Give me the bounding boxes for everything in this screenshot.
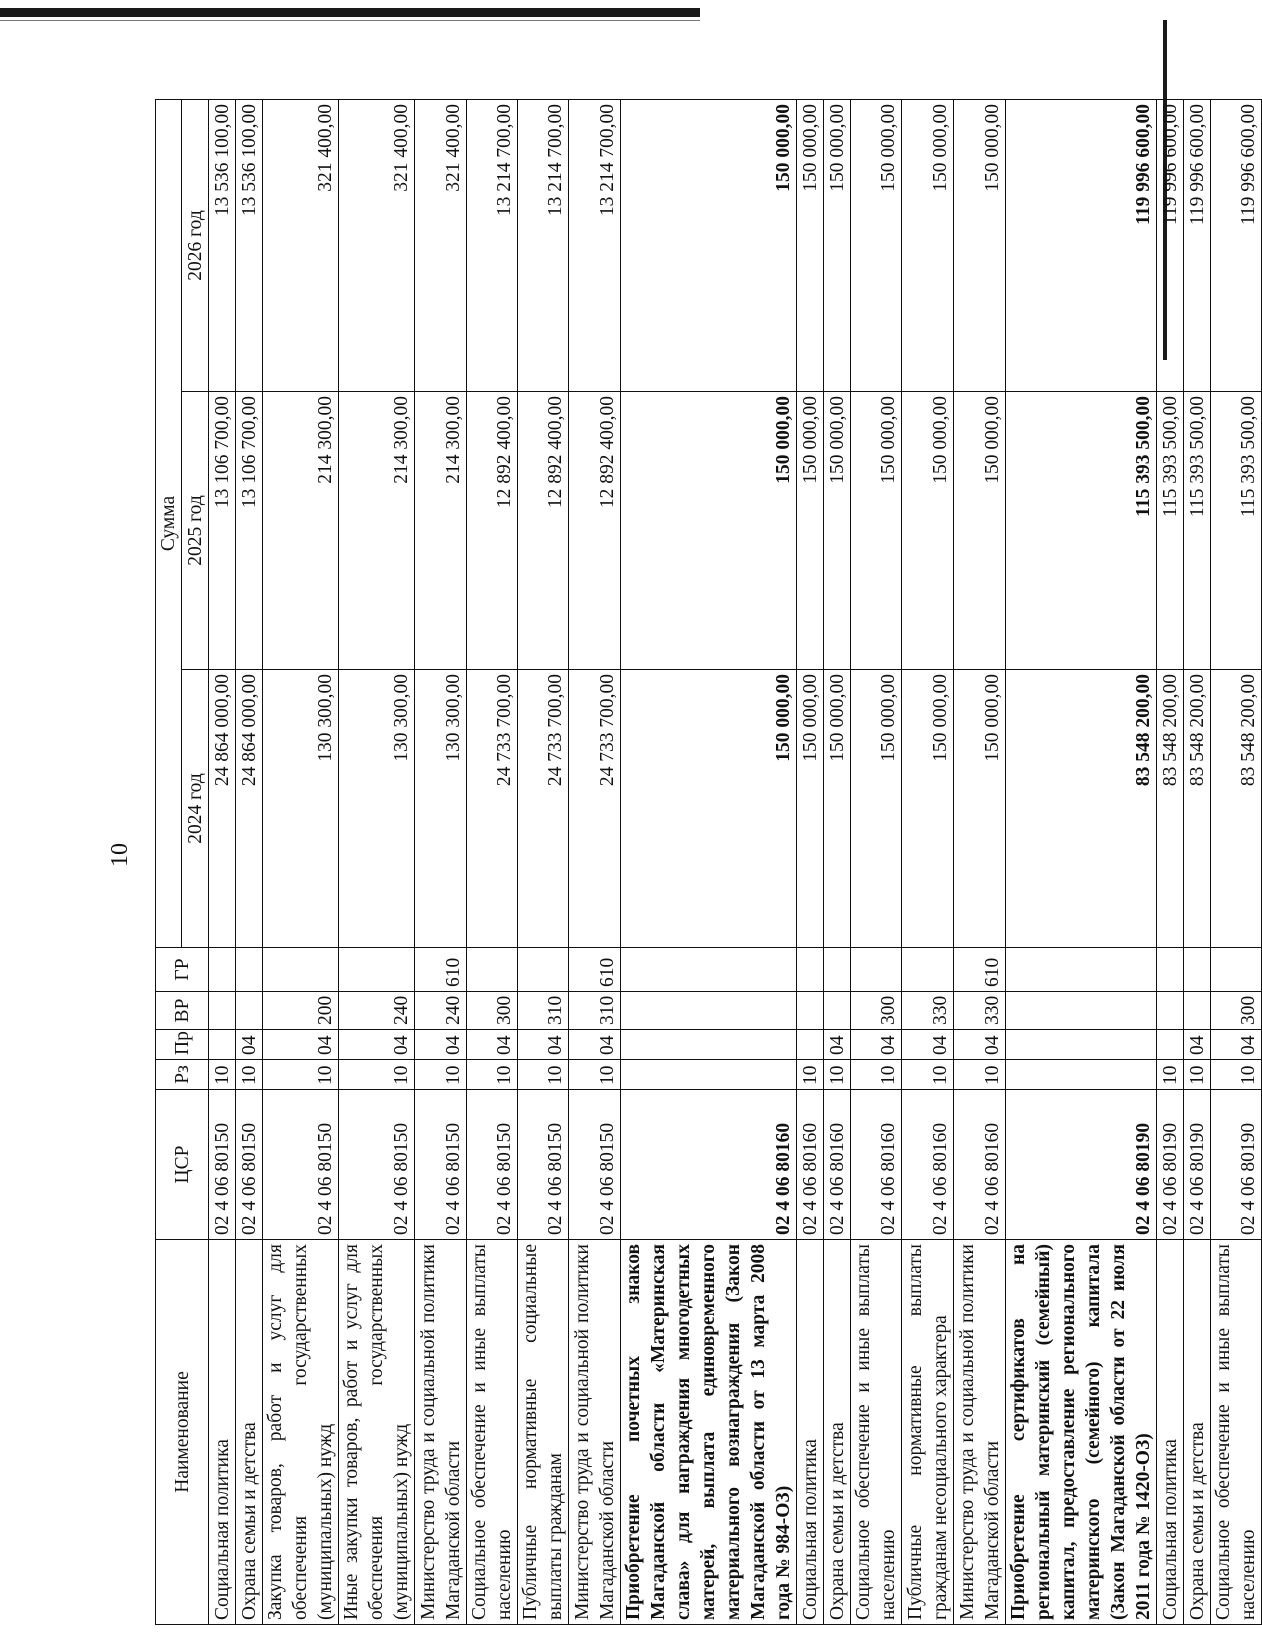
table-cell-2024: 130 300,00 (415, 670, 467, 948)
table-cell-vr: 200 (263, 992, 339, 1030)
table-cell-2026: 150 000,00 (851, 100, 902, 392)
table-row (518, 100, 569, 1625)
table-cell-2025: 150 000,00 (621, 392, 797, 670)
budget-table (155, 99, 1262, 1625)
table-cell-gr (263, 948, 339, 992)
table-cell-name: Приобретение почетных знаков Магаданской области «Материнская слава» для награждения многодетных матерей, выплата единовременного материального вознаграждения (Закон Магаданской области от 13 марта 2008 года № 984-ОЗ) (621, 1240, 797, 1625)
table-cell-2025: 13 106 700,00 (209, 392, 236, 670)
table-cell-2026: 119 996 600,00 (1211, 100, 1262, 392)
table-cell-2025: 12 892 400,00 (467, 392, 518, 670)
table-cell-vr: 330 (902, 992, 954, 1030)
table-cell-csr: 02 4 06 80150 (236, 1090, 263, 1240)
table-cell-2025: 150 000,00 (797, 392, 824, 670)
table-cell-name: Охрана семьи и детства (236, 1240, 263, 1625)
table-cell-vr (1006, 992, 1157, 1030)
table-cell-vr: 310 (518, 992, 569, 1030)
table-row (851, 100, 902, 1625)
table-row (954, 100, 1006, 1625)
table-cell-gr (1006, 948, 1157, 992)
table-cell-pr: 04 (467, 1030, 518, 1060)
table-cell-vr: 300 (1211, 992, 1262, 1030)
table-cell-2024: 24 864 000,00 (236, 670, 263, 948)
table-cell-pr: 04 (415, 1030, 467, 1060)
table-row (1006, 100, 1157, 1625)
table-cell-name: Охрана семьи и детства (1184, 1240, 1211, 1625)
table-cell-rz: 10 (1211, 1060, 1262, 1090)
table-row (263, 100, 339, 1625)
table-cell-name: Публичные нормативные социальные выплаты гражданам (518, 1240, 569, 1625)
col-header-2025: 2025 год (182, 392, 209, 670)
table-cell-csr: 02 4 06 80160 (954, 1090, 1006, 1240)
table-cell-name: Министерство труда и социальной политики Магаданской области (415, 1240, 467, 1625)
table-cell-2024: 83 548 200,00 (1184, 670, 1211, 948)
table-cell-2026: 150 000,00 (824, 100, 851, 392)
table-cell-name: Министерство труда и социальной политики Магаданской области (954, 1240, 1006, 1625)
table-cell-csr: 02 4 06 80150 (518, 1090, 569, 1240)
table-cell-rz (621, 1060, 797, 1090)
table-header-row (156, 100, 182, 1625)
table-cell-name: Социальное обеспечение и иные выплаты населению (851, 1240, 902, 1625)
table-cell-rz: 10 (339, 1060, 415, 1090)
table-cell-2026: 150 000,00 (902, 100, 954, 392)
table-cell-2024: 150 000,00 (824, 670, 851, 948)
table-cell-csr: 02 4 06 80190 (1006, 1090, 1157, 1240)
table-cell-vr: 240 (339, 992, 415, 1030)
table-cell-gr (209, 948, 236, 992)
table-cell-vr: 300 (851, 992, 902, 1030)
table-cell-gr (518, 948, 569, 992)
table-cell-2026: 119 996 600,00 (1006, 100, 1157, 392)
table-cell-csr: 02 4 06 80160 (824, 1090, 851, 1240)
scan-edge-line (0, 20, 700, 21)
table-cell-name: Публичные нормативные выплаты гражданам несоциального характера (902, 1240, 954, 1625)
table-cell-2025: 150 000,00 (902, 392, 954, 670)
table-cell-gr (339, 948, 415, 992)
table-cell-name: Охрана семьи и детства (824, 1240, 851, 1625)
table-cell-rz (1006, 1060, 1157, 1090)
table-cell-2026: 321 400,00 (415, 100, 467, 392)
table-cell-vr: 330 (954, 992, 1006, 1030)
table-cell-2026: 13 214 700,00 (569, 100, 621, 392)
table-row (209, 100, 236, 1625)
table-cell-pr: 04 (1211, 1030, 1262, 1060)
table-cell-csr: 02 4 06 80150 (263, 1090, 339, 1240)
table-cell-name: Приобретение сертификатов на региональный материнский (семейный) капитал, предоставление регионального материнского (семейного) капитала (Закон Магаданской области от 22 июля 2011 года № 1420-ОЗ) (1006, 1240, 1157, 1625)
table-row (797, 100, 824, 1625)
table-cell-rz: 10 (569, 1060, 621, 1090)
table-cell-gr (621, 948, 797, 992)
table-cell-csr: 02 4 06 80190 (1184, 1090, 1211, 1240)
table-cell-name: Министерство труда и социальной политики Магаданской области (569, 1240, 621, 1625)
table-cell-2026: 119 996 600,00 (1157, 100, 1184, 392)
table-cell-2026: 13 214 700,00 (467, 100, 518, 392)
table-cell-csr: 02 4 06 80150 (467, 1090, 518, 1240)
table-cell-2026: 13 536 100,00 (209, 100, 236, 392)
table-cell-vr (797, 992, 824, 1030)
table-cell-2024: 24 864 000,00 (209, 670, 236, 948)
table-cell-gr (1211, 948, 1262, 992)
table-cell-vr (236, 992, 263, 1030)
table-row (339, 100, 415, 1625)
table-row (467, 100, 518, 1625)
table-cell-2025: 12 892 400,00 (569, 392, 621, 670)
table-cell-rz: 10 (467, 1060, 518, 1090)
table-cell-2025: 13 106 700,00 (236, 392, 263, 670)
table-cell-name: Социальная политика (797, 1240, 824, 1625)
table-cell-2024: 150 000,00 (851, 670, 902, 948)
table-cell-rz: 10 (954, 1060, 1006, 1090)
col-header-2026: 2026 год (182, 100, 209, 392)
col-header-gr: ГР (156, 948, 209, 992)
table-cell-vr: 240 (415, 992, 467, 1030)
table-cell-2025: 214 300,00 (339, 392, 415, 670)
table-cell-2024: 83 548 200,00 (1211, 670, 1262, 948)
table-cell-gr (902, 948, 954, 992)
table-cell-2024: 130 300,00 (263, 670, 339, 948)
table-cell-pr: 04 (518, 1030, 569, 1060)
table-cell-2024: 83 548 200,00 (1006, 670, 1157, 948)
table-cell-vr (621, 992, 797, 1030)
table-cell-name: Социальная политика (1157, 1240, 1184, 1625)
table-cell-vr: 300 (467, 992, 518, 1030)
col-header-sum: Сумма (156, 100, 182, 948)
col-header-name: Наименование (156, 1240, 209, 1625)
table-row (236, 100, 263, 1625)
table-cell-name: Социальное обеспечение и иные выплаты населению (1211, 1240, 1262, 1625)
table-cell-2024: 83 548 200,00 (1157, 670, 1184, 948)
table-cell-2025: 150 000,00 (954, 392, 1006, 670)
table-cell-csr: 02 4 06 80160 (851, 1090, 902, 1240)
table-cell-gr: 610 (415, 948, 467, 992)
table-cell-gr (236, 948, 263, 992)
table-cell-name: Социальное обеспечение и иные выплаты населению (467, 1240, 518, 1625)
table-cell-pr: 04 (1184, 1030, 1211, 1060)
table-cell-name: Социальная политика (209, 1240, 236, 1625)
table-cell-gr (851, 948, 902, 992)
table-row (824, 100, 851, 1625)
table-cell-rz: 10 (1157, 1060, 1184, 1090)
table-cell-2025: 214 300,00 (263, 392, 339, 670)
table-cell-csr: 02 4 06 80150 (415, 1090, 467, 1240)
table-cell-2026: 13 536 100,00 (236, 100, 263, 392)
col-header-rz: Рз (156, 1060, 209, 1090)
table-cell-2026: 150 000,00 (954, 100, 1006, 392)
table-row (1157, 100, 1184, 1625)
table-cell-csr: 02 4 06 80190 (1157, 1090, 1184, 1240)
table-cell-2024: 24 733 700,00 (569, 670, 621, 948)
table-row (569, 100, 621, 1625)
table-cell-2025: 150 000,00 (851, 392, 902, 670)
table-cell-gr (467, 948, 518, 992)
table-cell-2026: 321 400,00 (339, 100, 415, 392)
table-cell-vr (209, 992, 236, 1030)
col-header-pr: Пр (156, 1030, 209, 1060)
table-row (1211, 100, 1262, 1625)
table-cell-pr (621, 1030, 797, 1060)
table-cell-rz: 10 (902, 1060, 954, 1090)
table-cell-vr (824, 992, 851, 1030)
page-number: 10 (107, 843, 133, 867)
table-cell-2024: 150 000,00 (954, 670, 1006, 948)
table-cell-csr: 02 4 06 80160 (621, 1090, 797, 1240)
table-row (902, 100, 954, 1625)
table-cell-csr: 02 4 06 80160 (797, 1090, 824, 1240)
table-cell-2024: 150 000,00 (621, 670, 797, 948)
table-cell-pr: 04 (263, 1030, 339, 1060)
table-cell-pr (1157, 1030, 1184, 1060)
table-cell-gr (797, 948, 824, 992)
table-cell-2026: 13 214 700,00 (518, 100, 569, 392)
table-cell-rz: 10 (797, 1060, 824, 1090)
table-cell-pr: 04 (902, 1030, 954, 1060)
table-cell-2025: 115 393 500,00 (1006, 392, 1157, 670)
table-cell-2025: 214 300,00 (415, 392, 467, 670)
table-cell-vr (1184, 992, 1211, 1030)
table-cell-pr: 04 (236, 1030, 263, 1060)
table-cell-pr (209, 1030, 236, 1060)
table-cell-2026: 150 000,00 (797, 100, 824, 392)
table-cell-rz: 10 (209, 1060, 236, 1090)
table-cell-2026: 119 996 600,00 (1184, 100, 1211, 392)
table-cell-pr: 04 (569, 1030, 621, 1060)
table-cell-gr (1184, 948, 1211, 992)
table-cell-rz: 10 (1184, 1060, 1211, 1090)
table-cell-csr: 02 4 06 80150 (339, 1090, 415, 1240)
table-cell-rz: 10 (851, 1060, 902, 1090)
table-cell-csr: 02 4 06 80190 (1211, 1090, 1262, 1240)
table-cell-rz: 10 (263, 1060, 339, 1090)
table-cell-vr: 310 (569, 992, 621, 1030)
table-cell-gr: 610 (569, 948, 621, 992)
table-cell-rz: 10 (824, 1060, 851, 1090)
table-cell-2025: 12 892 400,00 (518, 392, 569, 670)
col-header-vr: ВР (156, 992, 209, 1030)
table-row (621, 100, 797, 1625)
table-cell-2024: 150 000,00 (902, 670, 954, 948)
table-cell-pr: 04 (851, 1030, 902, 1060)
table-cell-2026: 321 400,00 (263, 100, 339, 392)
table-cell-2024: 130 300,00 (339, 670, 415, 948)
table-cell-csr: 02 4 06 80160 (902, 1090, 954, 1240)
table-cell-2024: 150 000,00 (797, 670, 824, 948)
table-cell-2025: 115 393 500,00 (1157, 392, 1184, 670)
col-header-csr: ЦСР (156, 1090, 209, 1240)
table-cell-name: Закупка товаров, работ и услуг для обеспечения государственных (муниципальных) нужд (263, 1240, 339, 1625)
table-body (209, 100, 1262, 1625)
table-cell-pr: 04 (339, 1030, 415, 1060)
table-cell-rz: 10 (236, 1060, 263, 1090)
col-header-2024: 2024 год (182, 670, 209, 948)
table-cell-2024: 24 733 700,00 (518, 670, 569, 948)
table-cell-pr (797, 1030, 824, 1060)
table-cell-2026: 150 000,00 (621, 100, 797, 392)
table-cell-2025: 150 000,00 (824, 392, 851, 670)
table-cell-vr (1157, 992, 1184, 1030)
table-cell-gr (1157, 948, 1184, 992)
table-cell-gr: 610 (954, 948, 1006, 992)
table-cell-csr: 02 4 06 80150 (569, 1090, 621, 1240)
table-cell-csr: 02 4 06 80150 (209, 1090, 236, 1240)
table-row (415, 100, 467, 1625)
scan-edge-top (0, 8, 700, 17)
table-cell-rz: 10 (518, 1060, 569, 1090)
table-cell-2024: 24 733 700,00 (467, 670, 518, 948)
table-row (1184, 100, 1211, 1625)
table-cell-rz: 10 (415, 1060, 467, 1090)
table-cell-pr (1006, 1030, 1157, 1060)
table-cell-pr: 04 (954, 1030, 1006, 1060)
table-cell-name: Иные закупки товаров, работ и услуг для обеспечения государственных (муниципальных) нужд (339, 1240, 415, 1625)
table-cell-2025: 115 393 500,00 (1184, 392, 1211, 670)
rotated-page (155, 100, 1259, 1625)
table-cell-pr: 04 (824, 1030, 851, 1060)
table-cell-gr (824, 948, 851, 992)
table-cell-2025: 115 393 500,00 (1211, 392, 1262, 670)
